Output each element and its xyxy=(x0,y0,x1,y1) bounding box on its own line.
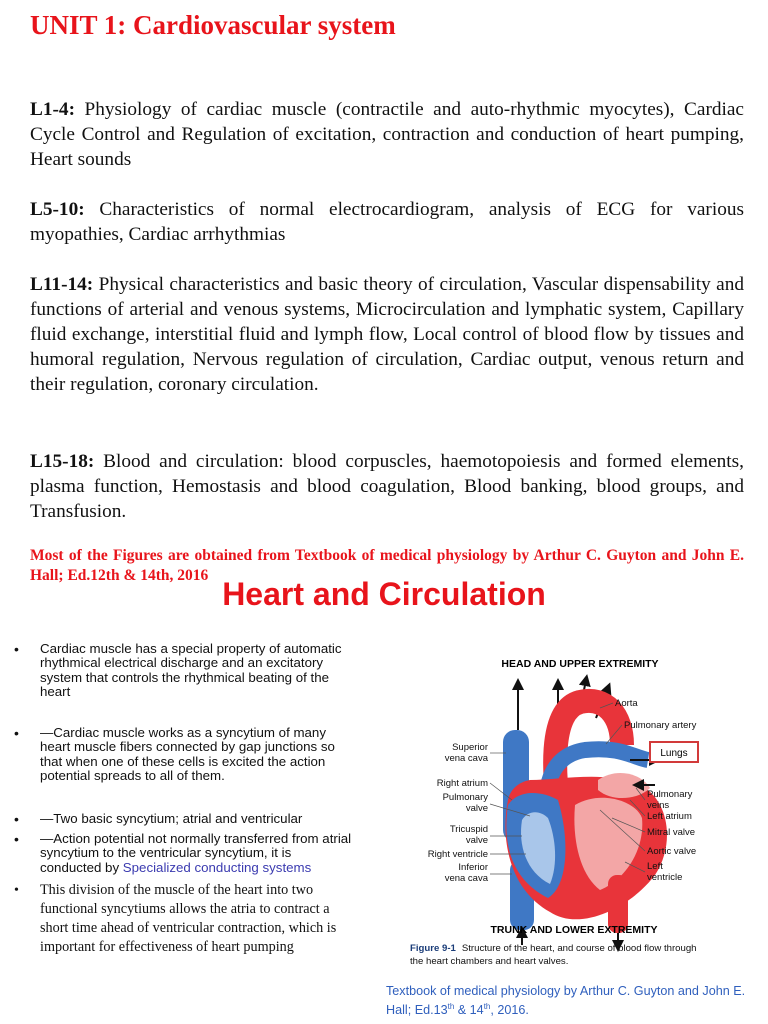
bullet-text: —Cardiac muscle works as a syncytium of many heart muscle fibers connected by gap junctions so that when one of these cells is excited the action potential spreads to all of them. xyxy=(40,725,335,783)
lecture-code: L11-14: xyxy=(30,274,94,295)
bullet-icon: • xyxy=(14,641,19,657)
label-superior: Superior xyxy=(452,742,488,753)
lungs-label: Lungs xyxy=(660,748,688,759)
label-aortic-valve: Aortic valve xyxy=(647,846,697,857)
label-inferior: Inferior xyxy=(458,862,488,873)
label-valve: valve xyxy=(465,835,488,846)
lecture-paragraph-1 xyxy=(30,97,744,172)
source-citation xyxy=(386,983,758,1018)
label-ventricle: ventricle xyxy=(647,872,683,883)
label-left-atrium: Left atrium xyxy=(647,811,692,822)
bullet-icon: • xyxy=(14,725,19,741)
lecture-text: Physical characteristics and basic theory of circulation, Vascular dispensability and functions of arterial and venous systems, Microcirculation and lymphatic system, Capillary fluid exchange, interstitial fluid and lymph flow, Local control of blood flow by tissues and humoral regulation, Nervous regulation of circulation, Cardiac output, venous return and their regulation, coronary circulation. xyxy=(30,274,744,395)
label-pulmonary: Pulmonary xyxy=(442,792,488,803)
lecture-code: L5-10: xyxy=(30,199,85,220)
bullet-icon: • xyxy=(14,883,19,898)
bullet-icon: • xyxy=(14,831,19,847)
heart-diagram xyxy=(400,640,760,975)
bullet-item xyxy=(14,881,354,957)
label-vena-cava: vena cava xyxy=(444,753,488,764)
lecture-paragraph-4 xyxy=(30,449,744,524)
figure-caption-line2: the heart chambers and heart valves. xyxy=(410,956,569,967)
conducting-systems-link[interactable]: Specialized conducting systems xyxy=(122,859,312,875)
bullet-text: Cardiac muscle has a special property of automatic rhythmical electrical discharge and an excitatory system that controls the rhythmical beating of the heart xyxy=(40,641,342,699)
diagram-bottom-label: TRUNK AND LOWER EXTREMITY xyxy=(490,924,658,936)
bullet-item xyxy=(14,812,354,826)
figure-source-note: Most of the Figures are obtained from Textbook of medical physiology by Arthur C. Guyton and John E. Hall; Ed.12th & 14th, 2016 xyxy=(30,547,744,584)
figure-caption-line1: Structure of the heart, and course of blood flow through xyxy=(461,943,697,954)
bullet-text: —Action potential not normally transferred from atrial syncytium to the ventricular syncytium, it is conducted by xyxy=(40,831,352,875)
label-veins: veins xyxy=(647,800,670,811)
label-right-atrium: Right atrium xyxy=(436,778,488,789)
bullet-item xyxy=(14,832,354,875)
citation-post: , 2016. xyxy=(490,1003,529,1018)
bullet-item xyxy=(14,726,354,783)
left-labels xyxy=(428,742,489,884)
label-vena-cava: vena cava xyxy=(444,873,488,884)
lecture-paragraph-3 xyxy=(30,272,744,397)
label-aorta: Aorta xyxy=(615,698,638,709)
citation-sup: th xyxy=(447,1002,455,1011)
figure-caption xyxy=(410,943,697,954)
citation-line1: Textbook of medical physiology by Arthur C. Guyton and John E. xyxy=(386,984,746,998)
label-pulmonary-artery: Pulmonary artery xyxy=(624,720,697,731)
lecture-paragraph-2 xyxy=(30,197,744,247)
citation-mid: & 14 xyxy=(454,1003,484,1018)
lecture-text: Physiology of cardiac muscle (contractile and auto-rhythmic myocytes), Cardiac Cycle Control and Regulation of excitation, contraction and conduction of heart pumping, Heart sounds xyxy=(30,99,744,170)
unit-title: UNIT 1: Cardiovascular system xyxy=(30,10,396,40)
label-right-ventricle: Right ventricle xyxy=(427,849,488,860)
label-valve: valve xyxy=(465,803,488,814)
lecture-code: L15-18: xyxy=(30,451,95,472)
figure-number: Figure 9-1 xyxy=(410,943,456,954)
lecture-code: L1-4: xyxy=(30,99,75,120)
bullet-icon: • xyxy=(14,811,19,827)
citation-line2: Hall; Ed.13 xyxy=(386,1003,448,1018)
bullet-text: This division of the muscle of the heart into two functional syncytiums allows the atria to contract a short time ahead of ventricular contraction, which is important for effectiveness of heart pumping xyxy=(40,882,337,955)
label-mitral-valve: Mitral valve xyxy=(647,827,696,838)
lecture-text: Blood and circulation: blood corpuscles, haemotopoiesis and formed elements, plasma function, Hemostasis and blood coagulation, Blood banking, blood groups, and Transfusion. xyxy=(30,451,744,522)
label-tricuspid: Tricuspid xyxy=(449,824,488,835)
diagram-top-label: HEAD AND UPPER EXTREMITY xyxy=(501,658,659,670)
slide-title: Heart and Circulation xyxy=(222,576,546,612)
lecture-text: Characteristics of normal electrocardiogram, analysis of ECG for various myopathies, Cardiac arrhythmias xyxy=(30,199,744,245)
bullet-text: —Two basic syncytium; atrial and ventricular xyxy=(40,811,303,826)
label-left: Left xyxy=(647,861,663,872)
citation-sup: th xyxy=(483,1002,491,1011)
label-pulmonary: Pulmonary xyxy=(647,789,693,800)
bullet-item xyxy=(14,642,354,699)
